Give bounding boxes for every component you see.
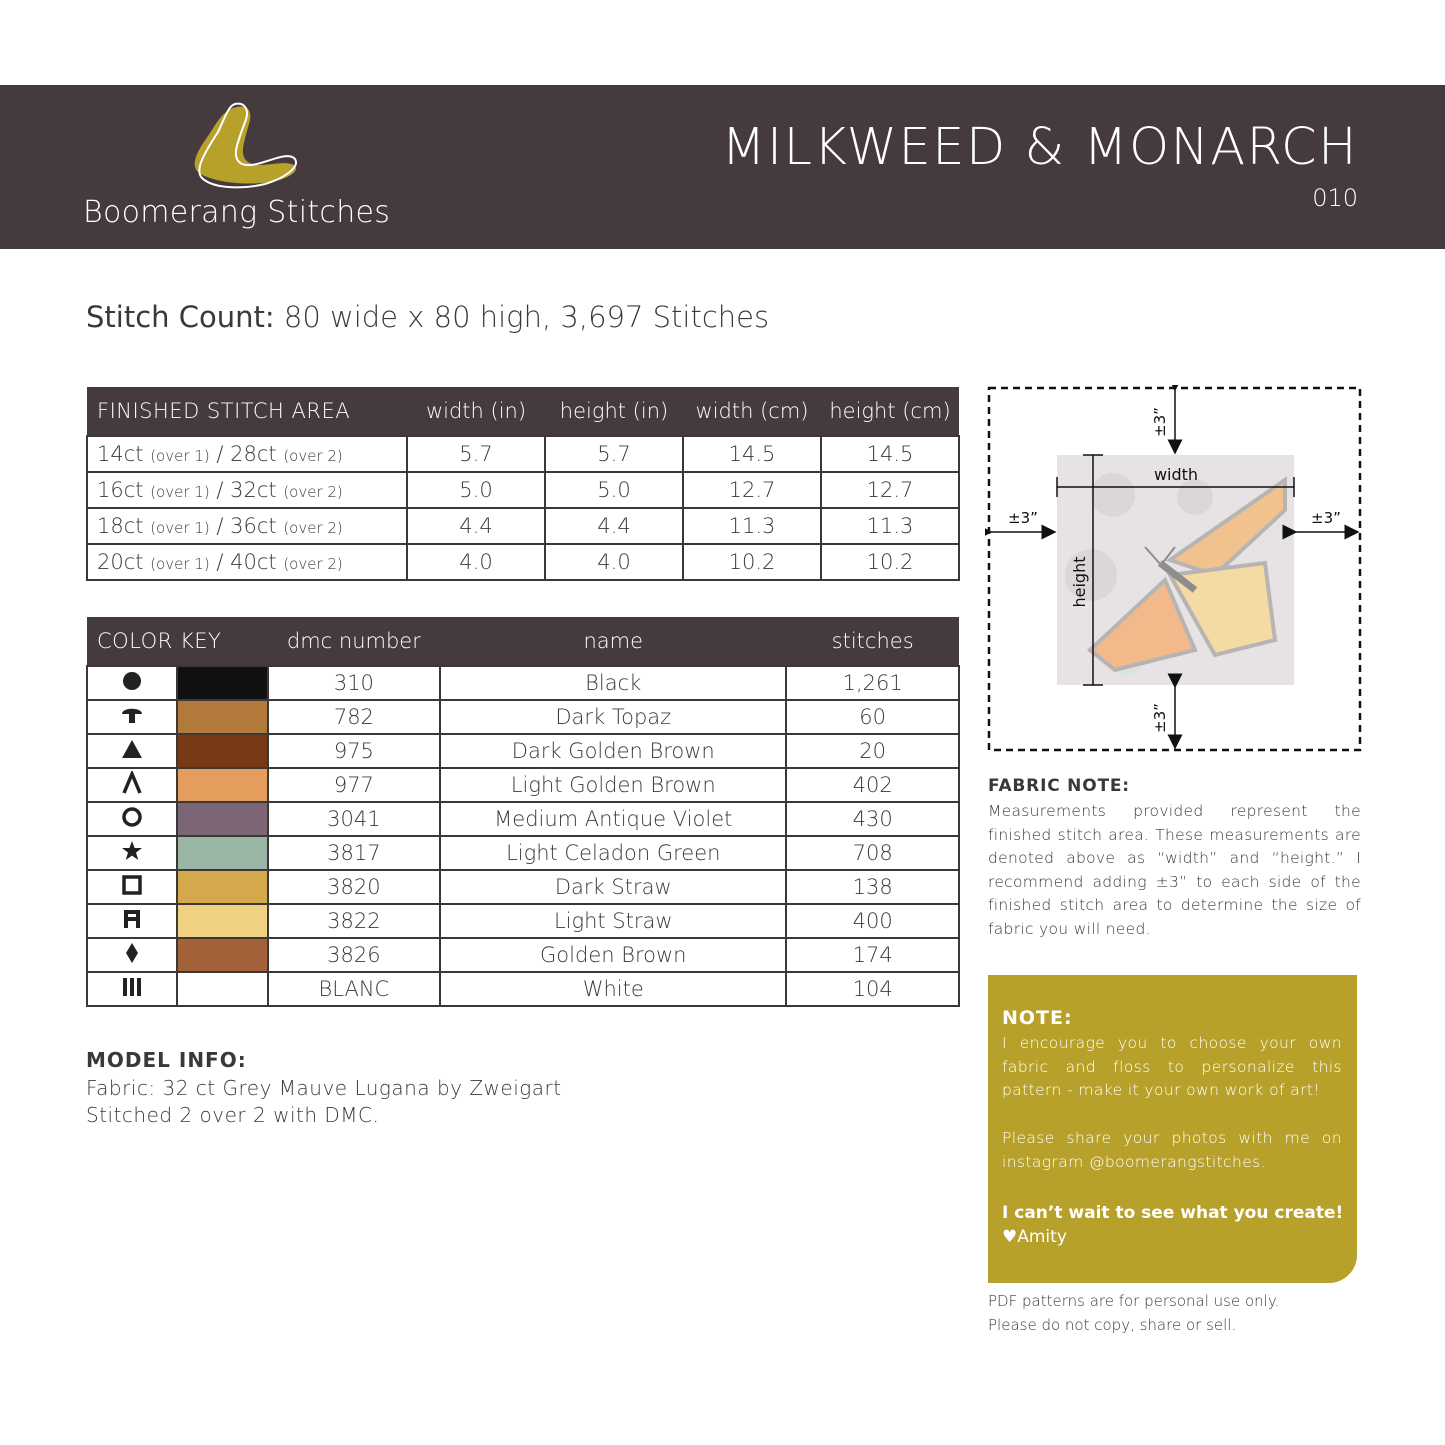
color-swatch-cell <box>177 802 267 836</box>
symbol-cell <box>87 700 177 734</box>
symbol-cell <box>87 734 177 768</box>
color-swatch-cell <box>177 836 267 870</box>
color-swatch <box>178 803 266 835</box>
height-in-cell: 4.0 <box>545 544 683 580</box>
color-swatch <box>178 871 266 903</box>
square-open-icon <box>120 873 144 897</box>
table-row <box>87 938 959 972</box>
dmc-number-cell: 3820 <box>268 870 441 904</box>
stitch-count <box>86 300 769 334</box>
stitch-count-value: 80 wide x 80 high, 3,697 Stitches <box>283 300 770 334</box>
diamond-icon <box>120 941 144 965</box>
height-cm-cell: 14.5 <box>821 436 959 472</box>
height-cm-cell: 12.7 <box>821 472 959 508</box>
symbol-cell <box>87 836 177 870</box>
color-swatch-cell <box>177 938 267 972</box>
width-in-cell: 4.0 <box>407 544 545 580</box>
fabric-note-text: Measurements provided represent the finished stitch area. These measurements are denoted above as “width” and “height.” I recommend adding ±3” to each side of the finished stitch area to determine the size of fabric you will need. <box>988 802 1361 938</box>
dmc-number-cell: 310 <box>268 666 441 700</box>
color-name-cell: Golden Brown <box>440 938 786 972</box>
color-swatch <box>178 769 266 801</box>
circle-open-icon <box>120 805 144 829</box>
color-swatch-cell <box>177 734 267 768</box>
mushroom-icon <box>120 703 144 727</box>
color-name-cell: Dark Straw <box>440 870 786 904</box>
fabric-size-diagram <box>985 385 1365 755</box>
stitches-cell: 104 <box>786 972 959 1006</box>
table-row <box>87 836 959 870</box>
color-swatch-cell <box>177 666 267 700</box>
pattern-title: MILKWEED & MONARCH <box>721 118 1358 177</box>
table-header-row <box>87 387 959 436</box>
color-name-cell: White <box>440 972 786 1006</box>
right-margin-label: ±3” <box>1311 509 1341 527</box>
color-swatch <box>178 939 266 971</box>
symbol-cell <box>87 870 177 904</box>
width-cm-cell: 10.2 <box>683 544 821 580</box>
dmc-number-cell: 3826 <box>268 938 441 972</box>
boomerang-logo-icon <box>190 100 305 195</box>
symbol-cell <box>87 938 177 972</box>
color-swatch <box>178 905 266 937</box>
symbol-cell <box>87 802 177 836</box>
color-name-cell: Light Celadon Green <box>440 836 786 870</box>
fabric-count-cell: 16ct (over 1) / 32ct (over 2) <box>87 472 407 508</box>
table-header-row <box>87 617 959 666</box>
color-name-cell: Light Straw <box>440 904 786 938</box>
top-margin-label: ±3” <box>1151 407 1169 437</box>
height-in-cell: 5.7 <box>545 436 683 472</box>
table-row <box>87 508 959 544</box>
color-swatch-cell <box>177 904 267 938</box>
table-row <box>87 972 959 1006</box>
stitches-cell: 402 <box>786 768 959 802</box>
model-info-stitched: Stitched 2 over 2 with DMC. <box>86 1103 380 1127</box>
width-in-cell: 5.7 <box>407 436 545 472</box>
stitches-cell: 20 <box>786 734 959 768</box>
table-row <box>87 472 959 508</box>
footer-line-2: Please do not copy, share or sell. <box>988 1316 1237 1334</box>
col-header: COLOR KEY <box>87 617 268 666</box>
height-cm-cell: 11.3 <box>821 508 959 544</box>
note-signature: ♥Amity <box>1002 1227 1067 1247</box>
color-swatch <box>178 973 266 1005</box>
height-in-cell: 5.0 <box>545 472 683 508</box>
model-info-fabric: Fabric: 32 ct Grey Mauve Lugana by Zweigart <box>86 1076 562 1100</box>
triple-bar-icon <box>120 975 144 999</box>
symbol-cell <box>87 904 177 938</box>
col-header: FINISHED STITCH AREA <box>87 387 407 436</box>
col-header: dmc number <box>268 617 441 666</box>
color-name-cell: Dark Topaz <box>440 700 786 734</box>
note-box <box>988 975 1357 1283</box>
color-swatch <box>178 667 266 699</box>
dmc-number-cell: 977 <box>268 768 441 802</box>
h-bar-icon <box>120 907 144 931</box>
stitches-cell: 400 <box>786 904 959 938</box>
color-swatch-cell <box>177 870 267 904</box>
pattern-code: 010 <box>1312 184 1358 212</box>
width-in-cell: 5.0 <box>407 472 545 508</box>
color-name-cell: Medium Antique Violet <box>440 802 786 836</box>
left-margin-label: ±3” <box>1008 509 1038 527</box>
table-row <box>87 768 959 802</box>
width-cm-cell: 11.3 <box>683 508 821 544</box>
table-row <box>87 870 959 904</box>
col-header: width (in) <box>407 387 545 436</box>
note-paragraph-2: Please share your photos with me on instagram @boomerangstitches. <box>1002 1129 1342 1171</box>
model-info-heading: MODEL INFO: <box>86 1048 247 1072</box>
height-in-cell: 4.4 <box>545 508 683 544</box>
col-header: width (cm) <box>683 387 821 436</box>
table-row <box>87 904 959 938</box>
color-name-cell: Light Golden Brown <box>440 768 786 802</box>
width-cm-cell: 14.5 <box>683 436 821 472</box>
note-heading: NOTE: <box>1002 1007 1073 1029</box>
col-header: name <box>440 617 786 666</box>
symbol-cell <box>87 768 177 802</box>
dmc-number-cell: BLANC <box>268 972 441 1006</box>
fabric-count-cell: 18ct (over 1) / 36ct (over 2) <box>87 508 407 544</box>
dmc-number-cell: 782 <box>268 700 441 734</box>
color-key-table <box>86 617 960 1007</box>
table-row <box>87 436 959 472</box>
stitches-cell: 174 <box>786 938 959 972</box>
symbol-cell <box>87 666 177 700</box>
color-swatch-cell <box>177 972 267 1006</box>
table-row <box>87 802 959 836</box>
triangle-icon <box>120 737 144 761</box>
color-swatch-cell <box>177 768 267 802</box>
dmc-number-cell: 3822 <box>268 904 441 938</box>
table-row <box>87 544 959 580</box>
width-label: width <box>1153 465 1199 484</box>
note-paragraph-1: I encourage you to choose your own fabric and floss to personalize this pattern - make it your own work of art! <box>1002 1034 1342 1099</box>
col-header: height (in) <box>545 387 683 436</box>
stitches-cell: 708 <box>786 836 959 870</box>
finished-area-table <box>86 387 960 581</box>
height-cm-cell: 10.2 <box>821 544 959 580</box>
color-swatch <box>178 701 266 733</box>
width-cm-cell: 12.7 <box>683 472 821 508</box>
dmc-number-cell: 975 <box>268 734 441 768</box>
symbol-cell <box>87 972 177 1006</box>
table-row <box>87 666 959 700</box>
stitches-cell: 430 <box>786 802 959 836</box>
note-call-to-action: I can’t wait to see what you create! <box>1002 1203 1344 1223</box>
col-header: stitches <box>786 617 959 666</box>
width-in-cell: 4.4 <box>407 508 545 544</box>
col-header: height (cm) <box>821 387 959 436</box>
fabric-count-cell: 14ct (over 1) / 28ct (over 2) <box>87 436 407 472</box>
circle-filled-icon <box>120 669 144 693</box>
star-icon <box>120 839 144 863</box>
brand-name: Boomerang Stitches <box>83 195 391 230</box>
table-row <box>87 734 959 768</box>
stitches-cell: 138 <box>786 870 959 904</box>
stitch-count-label: Stitch Count: <box>86 300 275 334</box>
caret-icon <box>120 771 144 795</box>
stitches-cell: 1,261 <box>786 666 959 700</box>
color-swatch <box>178 837 266 869</box>
dmc-number-cell: 3817 <box>268 836 441 870</box>
height-label: height <box>1070 556 1089 608</box>
table-row <box>87 700 959 734</box>
color-swatch <box>178 735 266 767</box>
fabric-note-heading: FABRIC NOTE: <box>988 776 1130 796</box>
footer-line-1: PDF patterns are for personal use only. <box>988 1292 1280 1310</box>
bottom-margin-label: ±3” <box>1151 703 1169 733</box>
color-name-cell: Black <box>440 666 786 700</box>
color-swatch-cell <box>177 700 267 734</box>
stitches-cell: 60 <box>786 700 959 734</box>
color-name-cell: Dark Golden Brown <box>440 734 786 768</box>
fabric-count-cell: 20ct (over 1) / 40ct (over 2) <box>87 544 407 580</box>
dmc-number-cell: 3041 <box>268 802 441 836</box>
